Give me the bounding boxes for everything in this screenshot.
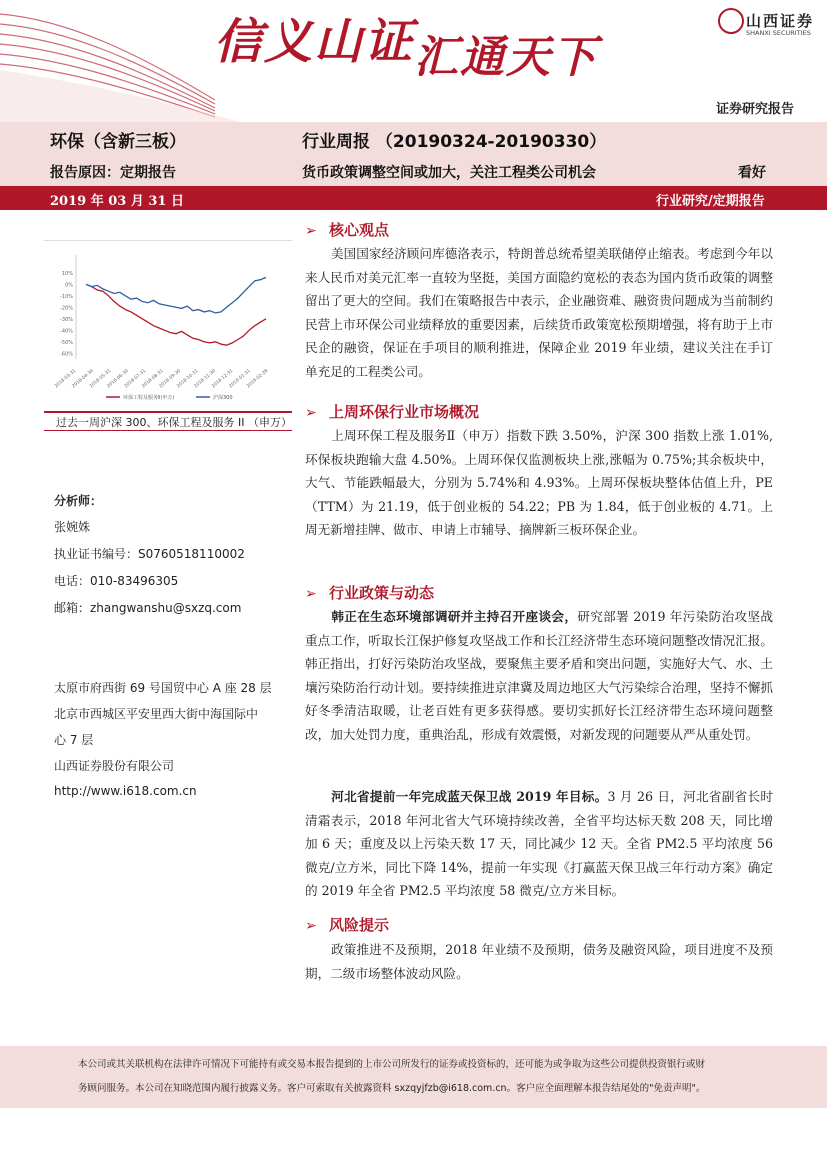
section-heading-core-view [305, 219, 389, 240]
y-tick-label: -50% [60, 339, 73, 346]
x-tick-label: 2018-11-30 [193, 368, 217, 390]
paragraph-lead: 韩正在生态环境部调研并主持召开座谈会， [331, 609, 578, 624]
arrow-bullet-icon: ➢ [305, 918, 317, 934]
paragraph-lead: 河北省提前一年完成蓝天保卫战 2019 年目标。 [331, 789, 608, 804]
paragraph-core-view [305, 242, 773, 383]
paragraph-risk [305, 938, 773, 985]
paragraph-policy-1 [305, 605, 773, 746]
logo-mark-icon [718, 8, 744, 34]
caption-divider [44, 430, 292, 431]
x-tick-label: 2018-07-31 [123, 368, 148, 390]
arrow-bullet-icon: ➢ [305, 586, 317, 602]
y-tick-label: -30% [60, 316, 73, 323]
x-tick-label: 2018-04-30 [71, 368, 95, 390]
section-title: 上周环保行业市场概况 [329, 403, 480, 421]
header-banner [0, 0, 827, 122]
x-tick-label: 2018-06-30 [106, 368, 130, 390]
x-tick-label: 2019-01-31 [228, 368, 252, 390]
paragraph-text: 美国国家经济顾问库德洛表示，特朗普总统希望美联储停止缩表。考虑到今年以来人民币对美元汇率一直较为坚挺，美国方面隐约宽松的表态为国内货币政策的调整留出了更大的空间。我们在策略报告中表示，企业融资难、融资贵问题成为当前制约民营上市环保公司业绩释放的重要因素，后续货币政策宽松预期增强，将有助于上市民企的融资，保证在手项目的顺利推进，保障企业 2019 年业绩，建议关注在手订单充足的工程类公司。 [305, 246, 773, 379]
y-tick-label: 10% [61, 270, 73, 277]
section-title: 行业政策与动态 [329, 584, 435, 602]
analyst-email[interactable]: 邮箱：zhangwanshu@sxzq.com [54, 601, 242, 615]
report-reason: 报告原因：定期报告 [50, 165, 176, 181]
disclaimer-line-1: 本公司或其关联机构在法律许可情况下可能持有或交易本报告提到的上市公司所发行的证券或投资标的，还可能为或争取为这些公司提供投资银行或财 [78, 1059, 706, 1070]
analyst-phone: 电话：010-83496305 [54, 574, 179, 588]
y-tick-label: 0% [65, 282, 73, 289]
legend-label: 沪深300 [213, 395, 233, 401]
company-name: 山西证券股份有限公司 [54, 759, 175, 773]
paragraph-text: 上周环保工程及服务Ⅱ（申万）指数下跌 3.50%，沪深 300 指数上涨 1.01%,环保板块跑输大盘 4.50%。上周环保仅监测板块上涨,涨幅为 0.75%;其余板块中，大气、节能跌幅最大，分别为 5.74%和 4.93%。上周环保板块整体估值上升，PE（TTM）为 21.19，低于创业板的 54.22；PB 为 1.84，低于创业板的 4.71。上周无新增挂牌、做市、申请上市辅导、摘牌新三板环保企业。 [305, 428, 773, 537]
y-tick-label: -40% [60, 328, 73, 335]
analyst-heading: 分析师： [54, 494, 103, 508]
section-heading-policy [305, 582, 434, 603]
report-type-label: 证券研究报告 [716, 102, 795, 117]
performance-chart-box [44, 240, 292, 413]
x-tick-label: 2018-10-31 [176, 368, 200, 390]
x-tick-label: 2018-12-31 [211, 368, 235, 390]
paragraph-market [305, 424, 773, 542]
arrow-bullet-icon: ➢ [305, 223, 317, 239]
chart-caption: 过去一周沪深 300、环保工程及服务 II （申万） [56, 416, 292, 429]
paragraph-text: 研究部署 2019 年污染防治攻坚战重点工作，听取长江保护修复攻坚战工作和长江经济带生态环境问题整改情况汇报。韩正指出，打好污染防治攻坚战，要聚焦主要矛盾和突出问题，实施好大气、水、土壤污染防治行动计划。要持续推进京津冀及周边地区大气污染综合治理，坚持不懈抓好冬季清洁取暖，让老百姓有更多获得感。要切实抓好长江经济带生态环境问题整改，加大处罚力度，重典治乱，形成有效震慑，对新发现的问题要从严从重处罚。 [305, 609, 774, 742]
x-tick-label: 2019-02-28 [246, 368, 270, 390]
x-tick-label: 2018-05-31 [88, 368, 113, 390]
x-tick-label: 2018-08-31 [141, 368, 165, 390]
company-url[interactable]: http://www.i618.com.cn [54, 784, 197, 798]
slogan [214, 14, 599, 83]
y-tick-label: -20% [60, 305, 73, 312]
report-category: 行业研究/定期报告 [656, 194, 765, 209]
address-beijing-cont: 心 7 层 [54, 733, 94, 747]
rating-label: 看好 [738, 165, 766, 181]
sector-title: 环保（含新三板） [50, 132, 186, 152]
address-beijing: 北京市西城区平安里西大街中海国际中 [54, 707, 259, 721]
report-date: 2019 年 03 月 31 日 [50, 194, 184, 209]
logo-text-cn: 山西证券 [746, 12, 815, 30]
paragraph-policy-2 [305, 785, 773, 903]
section-heading-market [305, 401, 479, 422]
arrow-bullet-icon: ➢ [305, 405, 317, 421]
series-line-2 [86, 277, 266, 313]
analyst-name: 张婉姝 [54, 520, 91, 534]
legend-label: 环保工程及服务Ⅱ(申万) [123, 395, 175, 401]
slogan-part-2: 汇通天下 [414, 32, 599, 83]
performance-chart [44, 241, 292, 411]
company-logo [718, 8, 818, 42]
report-headline: 货币政策调整空间或加大，关注工程类公司机会 [302, 165, 596, 181]
slogan-part-1: 信义山证 [214, 14, 415, 70]
section-heading-risk [305, 914, 389, 935]
paragraph-text: 政策推进不及预期，2018 年业绩不及预期，债务及融资风险，项目进度不及预期，二级市场整体波动风险。 [305, 942, 773, 981]
weekly-title: 行业周报 （20190324-20190330） [302, 132, 607, 152]
x-tick-label: 2018-09-30 [158, 368, 183, 390]
address-taiyuan: 太原市府西街 69 号国贸中心 A 座 28 层 [54, 681, 272, 695]
section-title: 风险提示 [329, 916, 390, 934]
paragraph-text: 3 月 26 日，河北省副省长时清霜表示，2018 年河北省大气环境持续改善，全省平均达标天数 208 天，同比增加 6 天；重度及以上污染天数 17 天，同比减少 12 天。全省 PM2.5 平均浓度 56 微克/立方米，同比下降 14%，提前一年实现《打赢蓝天保卫战三年行动方案》确定的 2019 年全省 PM2.5 平均浓度 58 微克/立方米目标。 [305, 789, 773, 898]
x-tick-label: 2018-03-31 [54, 368, 78, 390]
analyst-license: 执业证书编号：S0760518110002 [54, 547, 245, 561]
section-title: 核心观点 [329, 221, 390, 239]
y-tick-label: -10% [60, 293, 73, 300]
logo-text-en: SHANXI SECURITIES [746, 29, 811, 37]
y-tick-label: -60% [60, 351, 73, 358]
disclaimer-line-2: 务顾问服务。本公司在知晓范围内履行披露义务。客户可索取有关披露资料 sxzqyjfzb@i618.com.cn。客户应全面理解本报告结尾处的"免责声明"。 [78, 1083, 706, 1094]
